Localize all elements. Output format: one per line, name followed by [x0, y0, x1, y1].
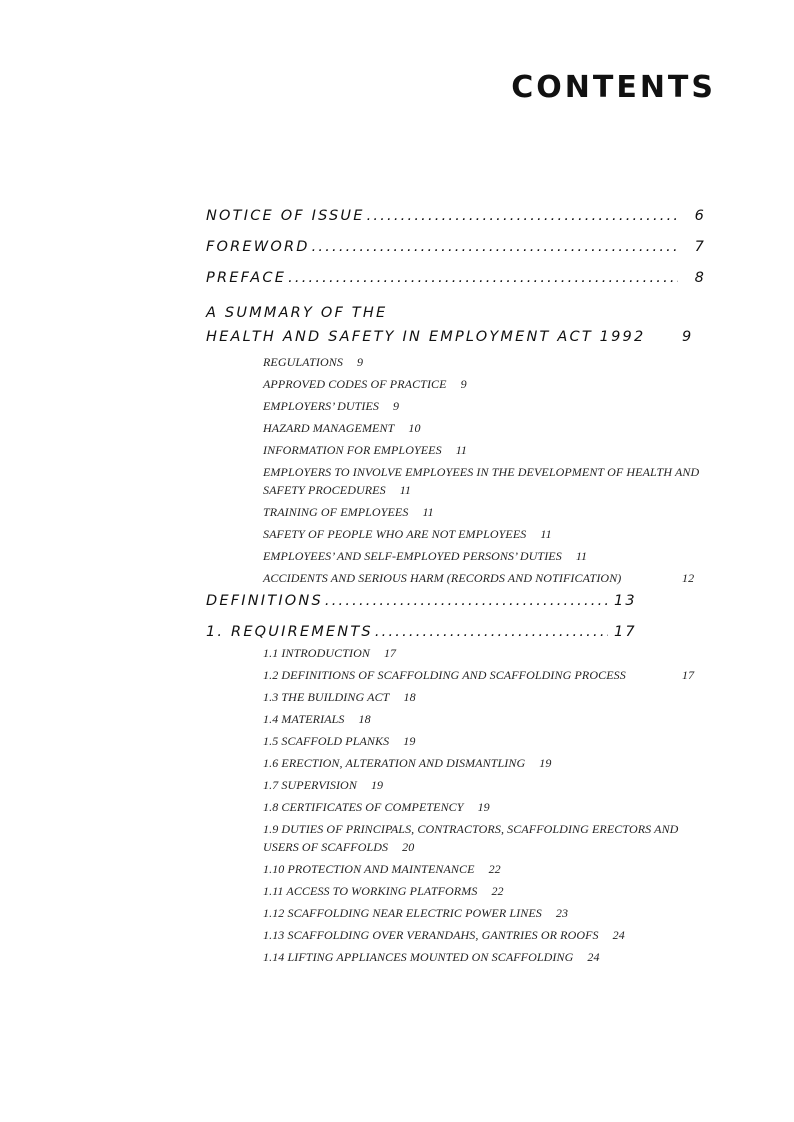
toc-subentry-label: 1.14 LIFTING APPLIANCES MOUNTED ON SCAFFOLDING [263, 950, 574, 964]
toc-subentry[interactable] [263, 882, 703, 900]
toc-subentry[interactable] [263, 419, 703, 437]
dot-leader [375, 624, 608, 640]
toc-page-number: 11 [399, 483, 412, 497]
toc-page-number: 17 [383, 646, 397, 660]
toc-subentry[interactable] [263, 525, 703, 543]
toc-page-number: 23 [555, 906, 569, 920]
toc-subentry[interactable] [263, 547, 703, 565]
toc-subentry[interactable] [263, 798, 703, 816]
toc-subentry[interactable] [263, 569, 695, 587]
toc-subentry[interactable] [263, 820, 703, 856]
toc-subentry[interactable] [263, 948, 703, 966]
toc-page-number: 22 [488, 862, 501, 876]
toc-subentry[interactable] [263, 375, 703, 393]
dot-leader [312, 239, 678, 255]
toc-subentry-label: 1.1 INTRODUCTION [263, 646, 370, 660]
toc-page-number: 17 [682, 668, 695, 682]
toc-subentry-label: 1.6 ERECTION, ALTERATION AND DISMANTLING [263, 756, 526, 770]
toc-entry-requirements[interactable] [206, 624, 636, 640]
toc-page-number: 19 [539, 756, 552, 770]
toc-page-number: 10 [408, 421, 421, 435]
toc-subentry[interactable] [263, 503, 703, 521]
toc-subentry-label: SAFETY OF PEOPLE WHO ARE NOT EMPLOYEES [263, 527, 527, 541]
toc-page-number: 22 [491, 884, 504, 898]
toc-subentry-label: EMPLOYERS TO INVOLVE EMPLOYEES IN THE DEVELOPMENT OF HEALTH AND SAFETY PROCEDURES [263, 465, 700, 497]
toc-subentry-label: ACCIDENTS AND SERIOUS HARM (RECORDS AND NOTIFICATION) [263, 571, 622, 585]
toc-subentry[interactable] [263, 710, 703, 728]
toc-subentry[interactable] [263, 860, 703, 878]
toc-page-number: 9 [357, 355, 364, 369]
toc-page-number: 13 [614, 593, 637, 609]
toc-page-number: 11 [422, 505, 434, 519]
toc-subentry[interactable] [263, 463, 703, 499]
toc-entry-foreword[interactable] [206, 239, 706, 255]
toc-page-number: 17 [614, 624, 637, 640]
toc-subentry[interactable] [263, 732, 703, 750]
toc-entry-label: NOTICE OF ISSUE [206, 208, 365, 224]
toc-entry-label: FOREWORD [206, 239, 310, 255]
toc-subentry[interactable] [263, 688, 703, 706]
toc-subentry-label: 1.13 SCAFFOLDING OVER VERANDAHS, GANTRIES OR ROOFS [263, 928, 599, 942]
toc-page-number: 11 [455, 443, 468, 457]
toc-subentry-label: 1.12 SCAFFOLDING NEAR ELECTRIC POWER LINES [263, 906, 542, 920]
toc-entry-act-summary[interactable] [206, 301, 706, 349]
toc-entry-definitions[interactable] [206, 593, 636, 609]
toc-entry-label: HEALTH AND SAFETY IN EMPLOYMENT ACT 1992 [206, 329, 646, 345]
toc-entry-notice-of-issue[interactable] [206, 208, 706, 224]
toc-entry-label-line-1: A SUMMARY OF THE [206, 305, 388, 321]
toc-entry-preface[interactable] [206, 270, 706, 286]
toc-subentry-label: 1.3 THE BUILDING ACT [263, 690, 390, 704]
toc-subentry-label: 1.4 MATERIALS [263, 712, 345, 726]
toc-subentry[interactable] [263, 754, 703, 772]
table-of-contents [206, 208, 706, 970]
toc-subentry-label: INFORMATION FOR EMPLOYEES [263, 443, 442, 457]
toc-page-number: 8 [694, 270, 706, 286]
toc-page-number: 6 [694, 208, 706, 224]
toc-page-number: 9 [460, 377, 467, 391]
toc-subentry-label: APPROVED CODES OF PRACTICE [263, 377, 447, 391]
dot-leader [288, 270, 678, 286]
toc-subentry[interactable] [263, 353, 703, 371]
toc-subentry-label: 1.9 DUTIES OF PRINCIPALS, CONTRACTORS, SCAFFOLDING ERECTORS AND USERS OF SCAFFOLDS [263, 822, 679, 854]
toc-subentry-label: 1.11 ACCESS TO WORKING PLATFORMS [263, 884, 478, 898]
toc-entry-label-line-2 [206, 325, 706, 349]
toc-page-number: 9 [682, 329, 694, 345]
toc-subentry[interactable] [263, 926, 703, 944]
toc-page-number: 19 [370, 778, 384, 792]
toc-subentry-label: REGULATIONS [263, 355, 343, 369]
toc-subentry-label: 1.8 CERTIFICATES OF COMPETENCY [263, 800, 464, 814]
toc-subentry-label: 1.2 DEFINITIONS OF SCAFFOLDING AND SCAFFOLDING PROCESS [263, 668, 626, 682]
toc-subentry-label: 1.5 SCAFFOLD PLANKS [263, 734, 390, 748]
toc-page-number: 18 [403, 690, 416, 704]
dot-leader [367, 208, 678, 224]
toc-subentry-label: EMPLOYEES’ AND SELF-EMPLOYED PERSONS’ DUTIES [263, 549, 562, 563]
act-summary-subsections [206, 353, 706, 587]
toc-subentry-label: TRAINING OF EMPLOYEES [263, 505, 409, 519]
toc-page-number: 20 [402, 840, 415, 854]
toc-subentry-label: 1.10 PROTECTION AND MAINTENANCE [263, 862, 475, 876]
toc-subentry[interactable] [263, 397, 703, 415]
toc-page-number: 11 [540, 527, 552, 541]
toc-page-number: 24 [587, 950, 600, 964]
toc-page-number: 12 [682, 571, 695, 585]
toc-subentry[interactable] [263, 666, 695, 684]
toc-subentry-label: HAZARD MANAGEMENT [263, 421, 395, 435]
toc-entry-label: DEFINITIONS [206, 593, 323, 609]
toc-subentry[interactable] [263, 776, 703, 794]
toc-page-number: 9 [393, 399, 400, 413]
toc-page-number: 24 [612, 928, 625, 942]
toc-page-number: 19 [477, 800, 490, 814]
toc-page-number: 18 [358, 712, 371, 726]
toc-page-number: 11 [575, 549, 588, 563]
dot-leader [325, 593, 608, 609]
toc-page-number: 7 [694, 239, 706, 255]
toc-subentry-label: 1.7 SUPERVISION [263, 778, 357, 792]
toc-subentry[interactable] [263, 441, 703, 459]
toc-entry-label: 1. REQUIREMENTS [206, 624, 373, 640]
requirements-subsections [206, 644, 706, 966]
toc-entry-label: PREFACE [206, 270, 287, 286]
toc-subentry[interactable] [263, 644, 703, 662]
page-title: CONTENTS [511, 70, 716, 105]
toc-subentry-label: EMPLOYERS’ DUTIES [263, 399, 380, 413]
toc-subentry[interactable] [263, 904, 703, 922]
toc-page-number: 19 [403, 734, 416, 748]
